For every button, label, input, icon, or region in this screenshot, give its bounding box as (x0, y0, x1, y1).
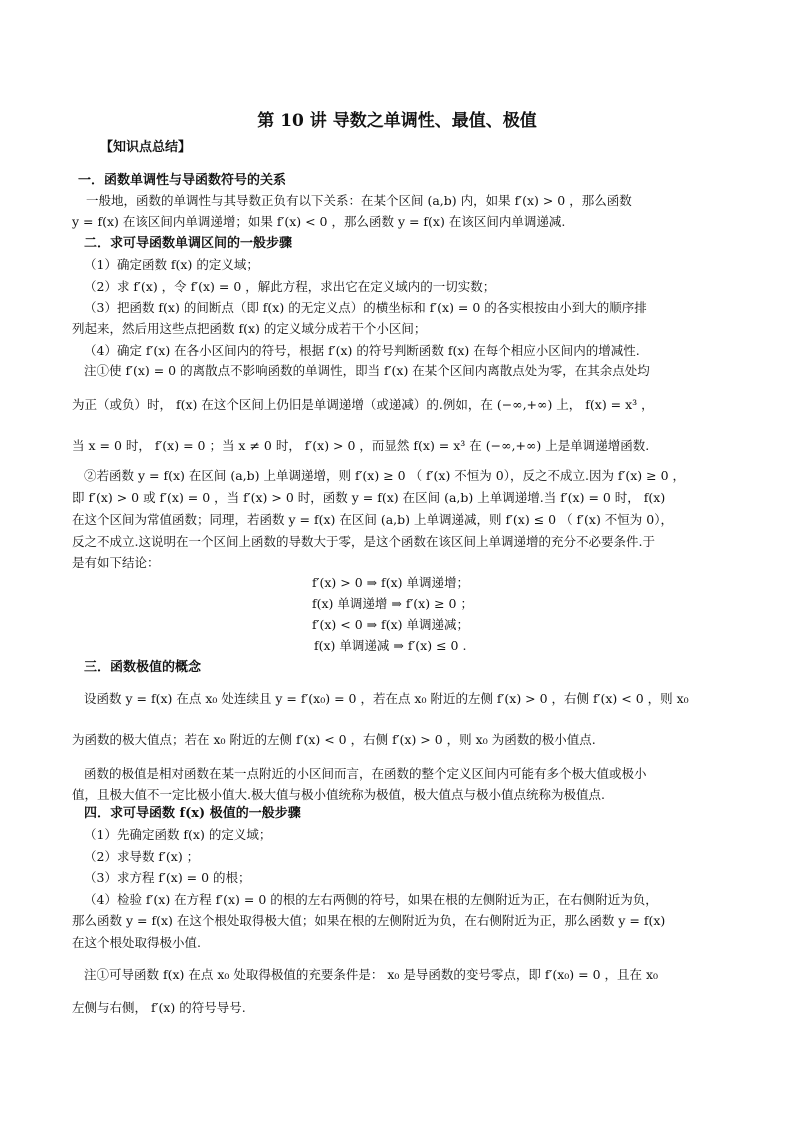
section-2-step: 列起来，然后用这些点把函数 f(x) 的定义域分成若干个小区间； (72, 321, 427, 336)
section-3-line: 函数的极值是相对函数在某一点附近的小区间而言，在函数的整个定义区间内可能有多个极大值或极小 (84, 766, 647, 781)
page-title: 第 10 讲 导数之单调性、最值、极值 (257, 111, 537, 131)
section-4-heading: 四．求可导函数 f(x) 极值的一般步骤 (84, 806, 301, 821)
section-3-line: 值，且极大值不一定比极小值大.极大值与极小值统称为极值，极大值点与极小值点统称为极值点. (72, 787, 605, 802)
conclusion-formula: f(x) 单调递减 ⇒ f′(x) ≤ 0 . (314, 638, 467, 653)
conclusion-formula: f′(x) < 0 ⇒ f(x) 单调递减； (312, 617, 469, 632)
section-2-step: （3）把函数 f(x) 的间断点（即 f(x) 的无定义点）的横坐标和 f′(x) = 0 的各实根按由小到大的顺序排 (84, 300, 647, 315)
conclusion-formula: f(x) 单调递增 ⇒ f′(x) ≥ 0 ； (312, 596, 473, 611)
section-2-note: 反之不成立.这说明在一个区间上函数的导数大于零，是这个函数在该区间上单调递增的充分不必要条件.于 (72, 534, 655, 549)
section-1-line: 一般地，函数的单调性与其导数正负有以下关系：在某个区间 (a,b) 内，如果 f′(x) > 0 ，那么函数 (86, 193, 632, 208)
section-2-step: （1）确定函数 f(x) 的定义域； (84, 257, 259, 272)
section-4-step: （3）求方程 f′(x) = 0 的根； (84, 870, 251, 885)
section-2-note: ②若函数 y = f(x) 在区间 (a,b) 上单调递增，则 f′(x) ≥ 0 （ f′(x) 不恒为 0），反之不成立.因为 f′(x) ≥ 0 ， (84, 468, 686, 483)
section-4-step: 在这个根处取得极小值. (72, 935, 201, 950)
section-4-note: 注①可导函数 f(x) 在点 x₀ 处取得极值的充要条件是： x₀ 是导函数的变号零点，即 f′(x₀) = 0 ，且在 x₀ (84, 967, 659, 982)
section-2-note: 当 x = 0 时， f′(x) = 0 ；当 x ≠ 0 时， f′(x) > 0 ，而显然 f(x) = x³ 在 (−∞,+∞) 上是单调递增函数. (72, 438, 650, 453)
section-2-heading: 二．求可导函数单调区间的一般步骤 (84, 236, 293, 251)
summary-heading: 【知识点总结】 (100, 140, 192, 155)
section-2-step: （2）求 f′(x) ，令 f′(x) = 0 ，解此方程，求出它在定义域内的一切实数； (84, 279, 496, 294)
section-4-step: （4）检验 f′(x) 在方程 f′(x) = 0 的根的左右两侧的符号，如果在根的左侧附近为正，在右侧附近为负， (84, 892, 658, 907)
section-2-note: 即 f′(x) > 0 或 f′(x) = 0 ，当 f′(x) > 0 时，函数 y = f(x) 在区间 (a,b) 上单调递增.当 f′(x) = 0 时， f(x) (72, 490, 666, 505)
section-4-note: 左侧与右侧， f′(x) 的符号导号. (72, 1000, 246, 1015)
section-3-heading: 三．函数极值的概念 (84, 660, 202, 675)
section-2-step: （4）确定 f′(x) 在各小区间内的符号，根据 f′(x) 的符号判断函数 f(x) 在每个相应小区间内的增减性. (84, 343, 640, 358)
section-1-heading: 一．函数单调性与导函数符号的关系 (78, 173, 287, 188)
section-4-step: （1）先确定函数 f(x) 的定义域； (84, 827, 272, 842)
section-2-note: 在这个区间为常值函数；同理，若函数 y = f(x) 在区间 (a,b) 上单调递减，则 f′(x) ≤ 0 （ f′(x) 不恒为 0）， (72, 512, 673, 527)
conclusion-formula: f′(x) > 0 ⇒ f(x) 单调递增； (312, 575, 469, 590)
section-3-line: 设函数 y = f(x) 在点 x₀ 处连续且 y = f′(x₀) = 0 ，若在点 x₀ 附近的左侧 f′(x) > 0 ，右侧 f′(x) < 0 ，则 x₀ (84, 691, 689, 706)
section-1-line: y = f(x) 在该区间内单调递增；如果 f′(x) < 0 ，那么函数 y = f(x) 在该区间内单调递减. (72, 214, 566, 229)
section-4-step: 那么函数 y = f(x) 在这个根处取得极大值；如果在根的左侧附近为负，在右侧附近为正，那么函数 y = f(x) (72, 913, 666, 928)
section-4-step: （2）求导数 f′(x) ； (84, 849, 200, 864)
section-2-note: 是有如下结论： (72, 555, 160, 570)
section-3-line: 为函数的极大值点；若在 x₀ 附近的左侧 f′(x) < 0 ，右侧 f′(x) > 0 ，则 x₀ 为函数的极小值点. (72, 732, 596, 747)
section-2-note: 为正（或负）时， f(x) 在这个区间上仍旧是单调递增（或递减）的.例如，在 (−∞,+∞) 上， f(x) = x³ ， (72, 397, 654, 412)
section-2-note: 注①使 f′(x) = 0 的离散点不影响函数的单调性，即当 f′(x) 在某个区间内离散点处为零，在其余点处均 (84, 363, 650, 378)
